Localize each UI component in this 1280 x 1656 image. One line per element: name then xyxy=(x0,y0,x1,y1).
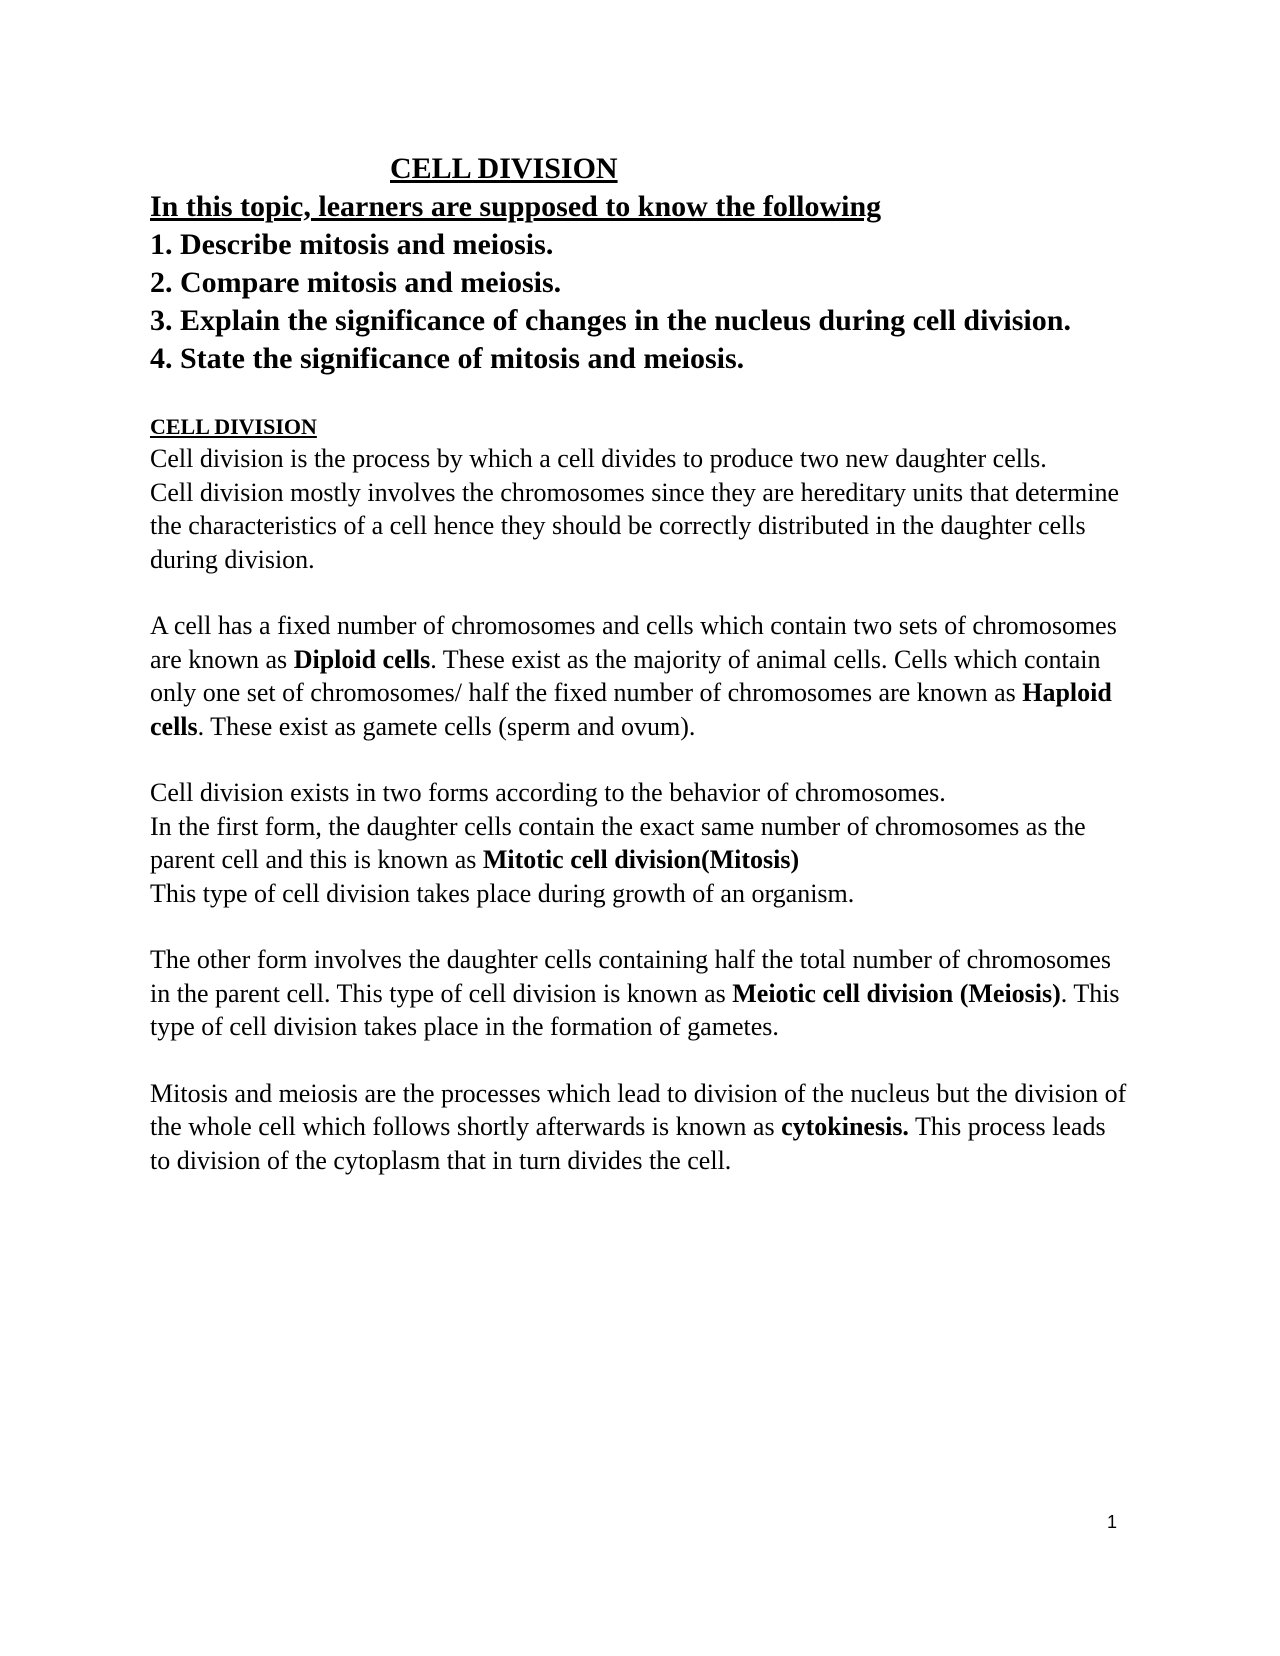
paragraph xyxy=(150,1077,1130,1178)
paragraph xyxy=(150,476,1130,577)
section-heading: CELL DIVISION xyxy=(150,414,317,439)
paragraph-gap xyxy=(150,1044,1130,1077)
paragraph-gap xyxy=(150,576,1130,609)
paragraph xyxy=(150,877,1130,911)
objective-item: 4. State the significance of mitosis and meiosis. xyxy=(150,342,745,375)
paragraph-text: This process leads to division of the cytoplasm that in turn divides the cell. xyxy=(150,1112,1106,1175)
paragraph xyxy=(150,442,1130,476)
objective-item: 1. Describe mitosis and meiosis. xyxy=(150,228,554,261)
intro-heading: In this topic, learners are supposed to know the following xyxy=(150,190,882,223)
paragraph-gap xyxy=(150,910,1130,943)
paragraph-text: In the first form, the daughter cells contain the exact same number of chromosomes as the parent cell and this is known as xyxy=(150,811,1086,874)
paragraph xyxy=(150,609,1130,743)
paragraph-text: Cell division exists in two forms according to the behavior of chromosomes. xyxy=(150,778,946,807)
term-diploid-cells: Diploid cells xyxy=(293,644,431,674)
term-meiosis: Meiotic cell division (Meiosis) xyxy=(732,978,1061,1008)
term-haploid-cells: Haploid cells xyxy=(150,678,1112,741)
paragraph-text: A cell has a fixed number of chromosomes and cells which contain two sets of chromosomes are known as xyxy=(150,611,1117,674)
paragraph xyxy=(150,776,1130,810)
paragraph-text: The other form involves the daughter cells containing half the total number of chromosomes in the parent cell. This type of cell division is known as xyxy=(150,945,1112,1008)
paragraph xyxy=(150,943,1130,1044)
paragraph-text: Mitosis and meiosis are the processes which lead to division of the nucleus but the division of the whole cell which follows shortly afterwards is known as xyxy=(150,1078,1127,1141)
paragraph-text: . These exist as gamete cells (sperm and ovum). xyxy=(197,711,696,741)
term-mitosis: Mitotic cell division(Mitosis) xyxy=(482,845,800,874)
page-content xyxy=(150,150,1130,1177)
document-title: CELL DIVISION xyxy=(390,152,618,185)
paragraph-text: Cell division mostly involves the chromosomes since they are hereditary units that determine the characteristics of a cell hence they should be correctly distributed in the daughter cells during division. xyxy=(150,477,1120,574)
paragraph-gap xyxy=(150,743,1130,776)
paragraph-text: Cell division is the process by which a cell divides to produce two new daughter cells. xyxy=(150,444,1047,473)
paragraph-text: . This type of cell division takes place in the formation of gametes. xyxy=(150,978,1120,1041)
paragraph xyxy=(150,810,1130,877)
paragraph-text: This type of cell division takes place during growth of an organism. xyxy=(150,878,855,908)
objective-item: 3. Explain the significance of changes in the nucleus during cell division. xyxy=(150,304,1071,337)
page-number: 1 xyxy=(1107,1512,1118,1532)
objective-item: 2. Compare mitosis and meiosis. xyxy=(150,266,562,299)
paragraph-text: . These exist as the majority of animal cells. Cells which contain only one set of chromosomes/ half the fixed number of chromosomes are known as xyxy=(150,644,1101,707)
term-cytokinesis: cytokinesis. xyxy=(781,1112,909,1141)
